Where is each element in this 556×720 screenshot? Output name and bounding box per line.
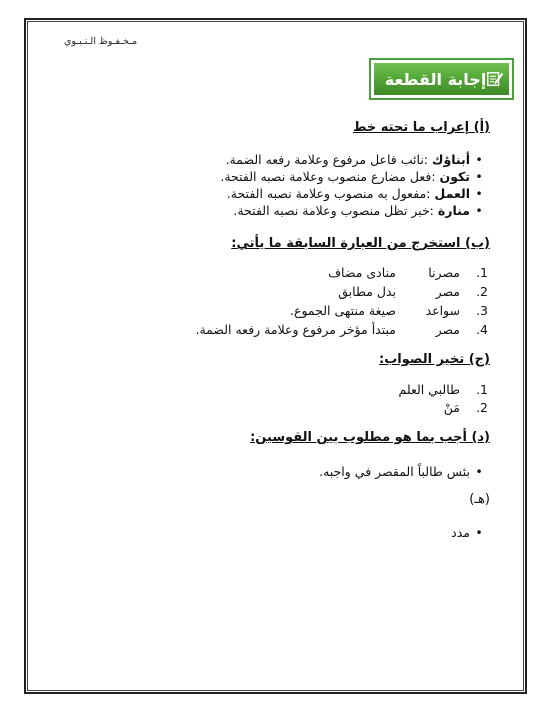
item-desc: صيغة منتهى الجموع. bbox=[290, 303, 396, 318]
list-item bbox=[233, 203, 488, 218]
list-item bbox=[220, 169, 488, 184]
item-text: بئس طالباً المقصر في واجبه. bbox=[319, 464, 470, 479]
list-item bbox=[444, 400, 488, 415]
item-term: أبناؤك bbox=[431, 152, 470, 167]
item-text: مدد bbox=[451, 525, 470, 540]
list-item bbox=[319, 464, 488, 479]
bullet: • bbox=[475, 169, 483, 184]
section-d-heading: (د) أجب بما هو مطلوب بين القوسين: bbox=[250, 430, 490, 445]
item-number: 4. bbox=[476, 322, 488, 337]
item-text: :مفعول به منصوب وعلامة نصبه الفتحة. bbox=[226, 186, 435, 201]
item-number: 1. bbox=[476, 382, 488, 397]
list-item bbox=[399, 382, 489, 397]
item-text: :فعل مضارع منصوب وعلامة نصبه الفتحة. bbox=[220, 169, 440, 184]
section-b-heading: (ب) استخرج من العبارة السابقة ما يأتي: bbox=[231, 236, 490, 251]
item-text: :خبر تظل منصوب وعلامة نصبه الفتحة. bbox=[233, 203, 438, 218]
item-desc: بدل مطابق bbox=[338, 284, 396, 299]
edit-document-icon bbox=[486, 70, 504, 88]
item-term: العمل bbox=[434, 186, 470, 201]
list-item bbox=[338, 284, 488, 299]
item-text: طالبي العلم bbox=[398, 382, 460, 397]
bullet: • bbox=[475, 464, 483, 479]
item-number: 3. bbox=[476, 303, 488, 318]
item-word: مصر bbox=[435, 322, 460, 337]
list-item bbox=[195, 322, 488, 337]
list-item bbox=[290, 303, 488, 318]
bullet: • bbox=[475, 525, 483, 540]
item-text: مَنْ bbox=[443, 400, 460, 415]
section-c-heading: (ج) تخير الصواب: bbox=[379, 352, 490, 367]
list-item bbox=[226, 152, 488, 167]
bullet: • bbox=[475, 186, 483, 201]
item-word: سواعد bbox=[425, 303, 460, 318]
header-logo: مـخـفـوظ الـنـبـوي bbox=[64, 36, 138, 47]
item-word: مصرنا bbox=[428, 265, 460, 280]
item-desc: منادى مضاف bbox=[328, 265, 396, 280]
item-number: 1. bbox=[476, 265, 488, 280]
item-text: :نائب فاعل مرفوع وعلامة رفعه الضمة. bbox=[225, 152, 432, 167]
item-desc: مبتدأ مؤخر مرفوع وعلامة رفعه الضمة. bbox=[195, 322, 396, 337]
list-item bbox=[328, 265, 488, 280]
section-e-heading: (هـ) bbox=[469, 492, 490, 507]
list-item bbox=[451, 525, 488, 540]
title-banner bbox=[369, 58, 514, 100]
item-term: منارة bbox=[437, 203, 470, 218]
bullet: • bbox=[475, 203, 483, 218]
item-term: تكون bbox=[439, 169, 470, 184]
list-item bbox=[227, 186, 488, 201]
bullet: • bbox=[475, 152, 483, 167]
page-title: إجابة القطعة bbox=[384, 69, 487, 89]
item-number: 2. bbox=[476, 284, 488, 299]
item-word: مصر bbox=[435, 284, 460, 299]
title-banner-inner bbox=[373, 62, 510, 96]
section-a-heading: (أ) إعراب ما تحته خط bbox=[352, 120, 490, 135]
item-number: 2. bbox=[476, 400, 488, 415]
